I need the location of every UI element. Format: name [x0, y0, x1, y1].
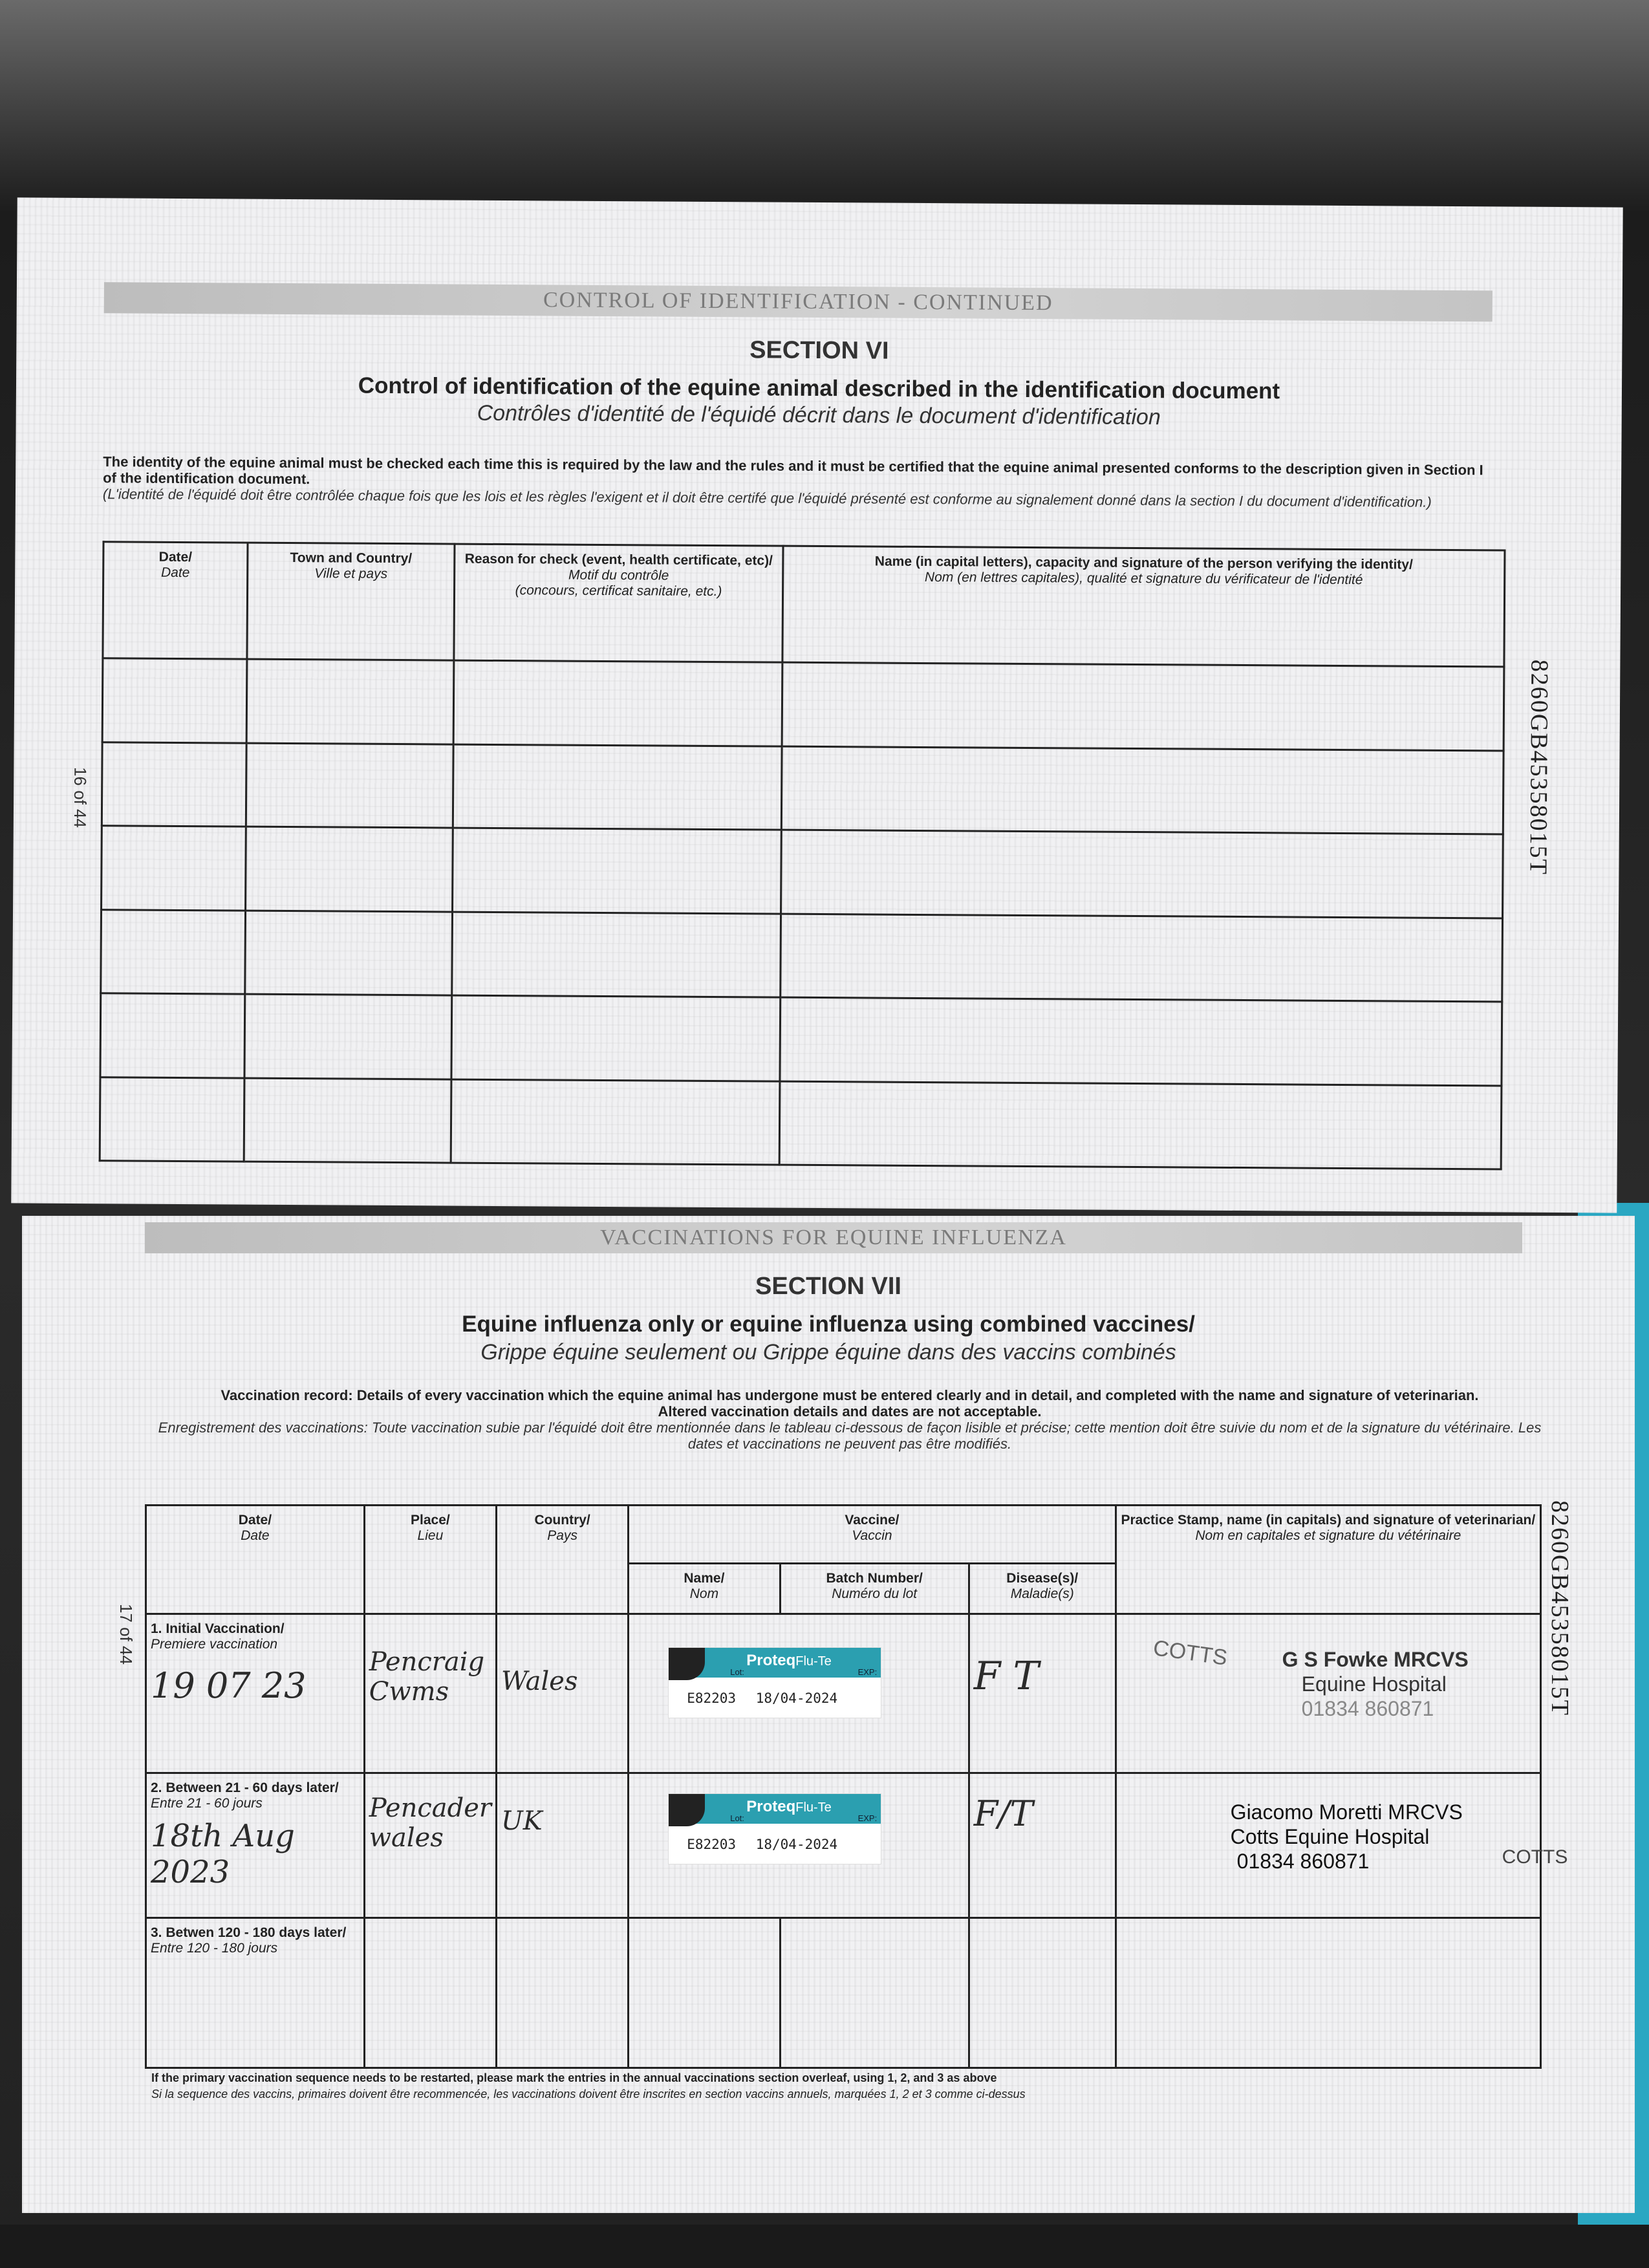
section-title-fr: Grippe équine seulement ou Grippe équine dans des vaccins combinés — [480, 1340, 1176, 1365]
table-row — [102, 826, 1503, 918]
place[interactable]: Pencader wales — [369, 1793, 491, 1853]
identity-check-table — [99, 541, 1506, 1170]
vaccination-date[interactable]: 18th Aug 2023 — [151, 1818, 295, 1890]
col-disease: Disease(s)/ Maladie(s) — [969, 1564, 1116, 1614]
section-heading: SECTION VI — [749, 336, 889, 365]
col-batch: Batch Number/ Numéro du lot — [780, 1564, 969, 1614]
section-heading: SECTION VII — [755, 1273, 901, 1300]
passport-id: 8260GB45358015T — [1546, 1500, 1573, 1716]
col-date: Date/ Date — [146, 1506, 365, 1614]
table-row: 3. Betwen 120 - 180 days later/ Entre 120 - 180 jours — [146, 1918, 1541, 2068]
table-row: 2. Between 21 - 60 days later/ Entre 21 - 60 jours 18th Aug 2023 Pencader wales UK ProteqFlu-Te Lot: EXP: E82203 18/04-2024 F/T Giacomo Moretti MRCVS Cotts Equine Hospital 01834 860871 COTTS — [146, 1773, 1541, 1918]
instructions-fr: Enregistrement des vaccinations: Toute vaccination subie par l'équidé doit être mentionnée dans le tableau ci-dessous de façon lisible et précise; cette mention doit être suivie du nom et de la signature du vétérinaire. Les dates et vaccinations ne peuvent pas être modifiés. — [158, 1420, 1542, 1452]
batch-number: E82203 — [687, 1837, 737, 1852]
col-vaccine: Vaccine/ Vaccin — [629, 1506, 1116, 1564]
country[interactable]: Wales — [501, 1667, 578, 1696]
footnote-fr: Si la sequence des vaccins, primaires doivent être recommencée, les vaccinations doivent être inscrites en section vaccins annuels, marquées 1, 2 et 3 comme ci-dessus — [151, 2088, 1026, 2101]
disease[interactable]: F T — [973, 1654, 1039, 1699]
row-label: 2. Between 21 - 60 days later/ — [151, 1780, 339, 1795]
cotts-logo: COTTS — [1151, 1636, 1229, 1670]
col-date: Date/ Date — [103, 542, 248, 659]
table-row: 1. Initial Vaccination/ Premiere vaccination 19 07 23 Pencraig Cwms Wales ProteqFlu-Te Lot: EXP: E82203 18/04-2024 F T G S Fowke MRCVS Equine Hospital 01834 860871 COTTS — [146, 1614, 1541, 1773]
instructions-en-2: Altered vaccination details and dates are not acceptable. — [658, 1403, 1042, 1420]
instructions-en: The identity of the equine animal must be checked each time this is required by the law and the rules and it must be certified that the equine animal presented conforms to the description given in Section I of the identification document. — [103, 453, 1483, 488]
row-label: 1. Initial Vaccination/ — [151, 1621, 285, 1636]
country[interactable]: UK — [501, 1806, 543, 1836]
expiry-date: 18/04-2024 — [755, 1837, 838, 1852]
col-town: Town and Country/ Ville et pays — [247, 543, 455, 660]
col-place: Place/ Lieu — [364, 1506, 496, 1614]
table-row — [102, 658, 1504, 751]
passport-id: 8260GB45358015T — [1524, 659, 1553, 876]
expiry-date: 18/04-2024 — [755, 1690, 838, 1706]
vaccine-sticker: ProteqFlu-Te Lot: EXP: E82203 18/04-2024 — [668, 1647, 881, 1718]
table-row — [101, 909, 1503, 1002]
cotts-logo: COTTS — [1502, 1846, 1568, 1868]
col-country: Country/ Pays — [497, 1506, 629, 1614]
passport-page-17 — [22, 1216, 1635, 2213]
section-title: Equine influenza only or equine influenza using combined vaccines/ — [462, 1312, 1195, 1337]
scan-background — [0, 2225, 1649, 2268]
passport-page-16 — [11, 197, 1622, 1213]
vaccine-sticker: ProteqFlu-Te Lot: EXP: E82203 18/04-2024 — [668, 1793, 881, 1864]
section-banner: VACCINATIONS FOR EQUINE INFLUENZA — [145, 1222, 1522, 1253]
page-number: 17 of 44 — [116, 1604, 136, 1665]
footnote-en: If the primary vaccination sequence needs to be restarted, please mark the entries in the annual vaccinations section overleaf, using 1, 2, and 3 as above — [151, 2071, 997, 2084]
row-label: 3. Betwen 120 - 180 days later/ — [151, 1925, 347, 1940]
table-row — [100, 993, 1502, 1086]
disease[interactable]: F/T — [973, 1793, 1033, 1834]
vet-stamp: Giacomo Moretti MRCVS Cotts Equine Hospital 01834 860871 COTTS — [1230, 1800, 1568, 1873]
table-row — [100, 1077, 1502, 1169]
instructions-fr: (L'identité de l'équidé doit être contrôlée chaque fois que les lois et les règles l'exigent et il doit être certifé que l'équidé présenté est conforme au signalement donné dans la section I du document d'identification.) — [102, 486, 1432, 510]
place[interactable]: Pencraig Cwms — [369, 1647, 485, 1707]
vaccination-date[interactable]: 19 07 23 — [151, 1665, 307, 1706]
col-stamp: Practice Stamp, name (in capitals) and signature of veterinarian/ Nom en capitales et signature du vétérinaire — [1116, 1506, 1540, 1614]
page-number: 16 of 44 — [70, 766, 91, 828]
instructions-en: Vaccination record: Details of every vaccination which the equine animal has undergone must be entered clearly and in detail, and completed with the name and signature of veterinarian. — [221, 1387, 1479, 1403]
section-title: Control of identification of the equine animal described in the identification document — [358, 373, 1280, 404]
col-reason: Reason for check (event, health certificate, etc)/ Motif du contrôle (concours, certificat sanitaire, etc.) — [454, 544, 783, 662]
section-banner: CONTROL OF IDENTIFICATION - CONTINUED — [104, 282, 1493, 321]
section-title-fr: Contrôles d'identité de l'équidé décrit dans le document d'identification — [477, 400, 1161, 430]
vet-stamp: G S Fowke MRCVS Equine Hospital 01834 860871 COTTS — [1151, 1636, 1469, 1720]
col-verifier: Name (in capital letters), capacity and signature of the person verifying the identity/ Nom (en lettres capitales), qualité et signature du vérificateur de l'identité — [782, 546, 1505, 667]
table-row — [102, 742, 1503, 834]
col-vaccine-name: Name/ Nom — [629, 1564, 780, 1614]
batch-number: E82203 — [687, 1690, 737, 1706]
